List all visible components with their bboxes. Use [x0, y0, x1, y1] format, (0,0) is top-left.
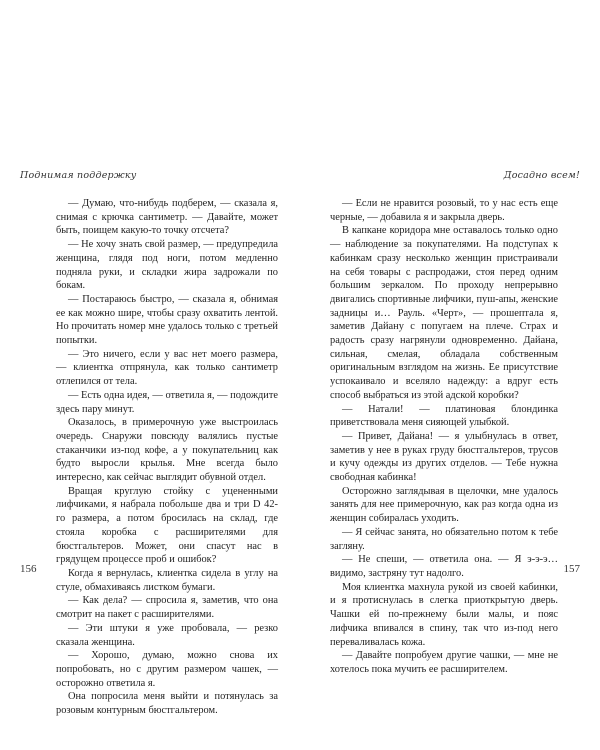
left-page-body: [56, 197, 278, 718]
paragraph: Оказалось, в примерочную уже выстроилась очередь. Снаружи повсюду валялись пустые стаканчики из-под кофе, а у покупательниц как будто выросли крылья. Мне всегда было интересно, как сейчас выглядит обувной отдел.: [56, 417, 278, 484]
paragraph: — Думаю, что-нибудь подберем, — сказала я, снимая с крючка сантиметр. — Давайте, может быть, поищем какую-то точку отсчета?: [56, 198, 278, 237]
paragraph: — Натали! — платиновая блондинка приветствовала меня сияющей улыбкой.: [330, 403, 558, 429]
page-number-left: 156: [20, 563, 37, 575]
paragraph: — Хорошо, думаю, можно снова их попробовать, но с другим размером чашек, — осторожно ответила я.: [56, 650, 278, 689]
paragraph: — Привет, Дайана! — я улыбнулась в ответ, заметив у нее в руках груду бюстгальтеров, трусов и кучу одежды из других отделов. — Тебе нужна свободная кабинка!: [330, 430, 558, 484]
paragraph: — Есть одна идея, — ответила я, — подождите здесь пару минут.: [56, 389, 278, 415]
paragraph: — Эти штуки я уже пробовала, — резко сказала женщина.: [56, 622, 278, 648]
running-header-left: Поднимая поддержку: [20, 170, 137, 181]
paragraph: — Я сейчас занята, но обязательно потом к тебе загляну.: [330, 526, 558, 552]
right-page: [300, 0, 600, 750]
paragraph: — Давайте попробуем другие чашки, — мне не хотелось пока мучить ее расширителем.: [330, 650, 558, 675]
paragraph: Моя клиентка махнула рукой из своей кабинки, и я протиснулась в слегка приоткрытую дверь. Чашки ей по-прежнему были малы, и пояс лифчика впивался в спину, так что из-под него переваливалась кожа.: [330, 581, 558, 648]
paragraph: Когда я вернулась, клиентка сидела в углу на стуле, обмахиваясь листком бумаги.: [56, 567, 278, 593]
paragraph: — Если не нравится розовый, то у нас есть еще черные, — добавила я и закрыла дверь.: [330, 198, 558, 223]
paragraph: В капкане коридора мне оставалось только одно — наблюдение за покупателями. На подступах к кабинкам сразу несколько женщин пристраивали на себя товары с распродажи, стоя перед одним большим зеркалом. По проходу непрерывно двигались спортивные лифчики, пуш-апы, женские задницы и… Рауль. «Черт», — прошептала я, заметив Дайану с попугаем на плече. Страх и радость сразу нагрянули одновременно. Дайана, сильная, смелая, обладала собственным оригинальным взглядом на жизнь. Ее присутствие успокаивало и вселяло надежду: а вдруг есть способ выбраться из этой адской коробки?: [330, 225, 558, 401]
paragraph: Она попросила меня выйти и потянулась за розовым контурным бюстгальтером.: [56, 691, 278, 717]
paragraph: Вращая круглую стойку с уцененными лифчиками, я набрала побольше два и три D 42-го размера, а потом бросилась на склад, где стояла коробка с расширителями для бюстгальтеров. Может, они спасут нас в грядущем процессе проб и ошибок?: [56, 485, 278, 566]
running-header-right: Досадно всем!: [503, 170, 580, 181]
paragraph: Осторожно заглядывая в щелочки, мне удалось занять для нее примерочную, как раз когда одна из женщин собиралась уходить.: [330, 485, 558, 525]
paragraph: — Не хочу знать свой размер, — предупредила женщина, глядя под ноги, потом медленно подняла руки, и складки жира задрожали по бокам.: [56, 239, 278, 292]
paragraph: — Не спеши, — ответила она. — Я э-э-э… видимо, застряну тут надолго.: [330, 554, 558, 579]
paragraph: — Постараюсь быстро, — сказала я, обнимая ее как можно шире, чтобы сразу охватить лентой. Но прочитать номер мне удалось только с третьей попытки.: [56, 293, 278, 347]
paragraph: — Как дела? — спросила я, заметив, что она смотрит на пакет с расширителями.: [56, 595, 278, 621]
page-number-right: 157: [563, 563, 580, 575]
paragraph: — Это ничего, если у вас нет моего размера, — клиентка отпрянула, как только сантиметр отлепился от тела.: [56, 348, 278, 388]
right-page-body: [330, 197, 558, 677]
